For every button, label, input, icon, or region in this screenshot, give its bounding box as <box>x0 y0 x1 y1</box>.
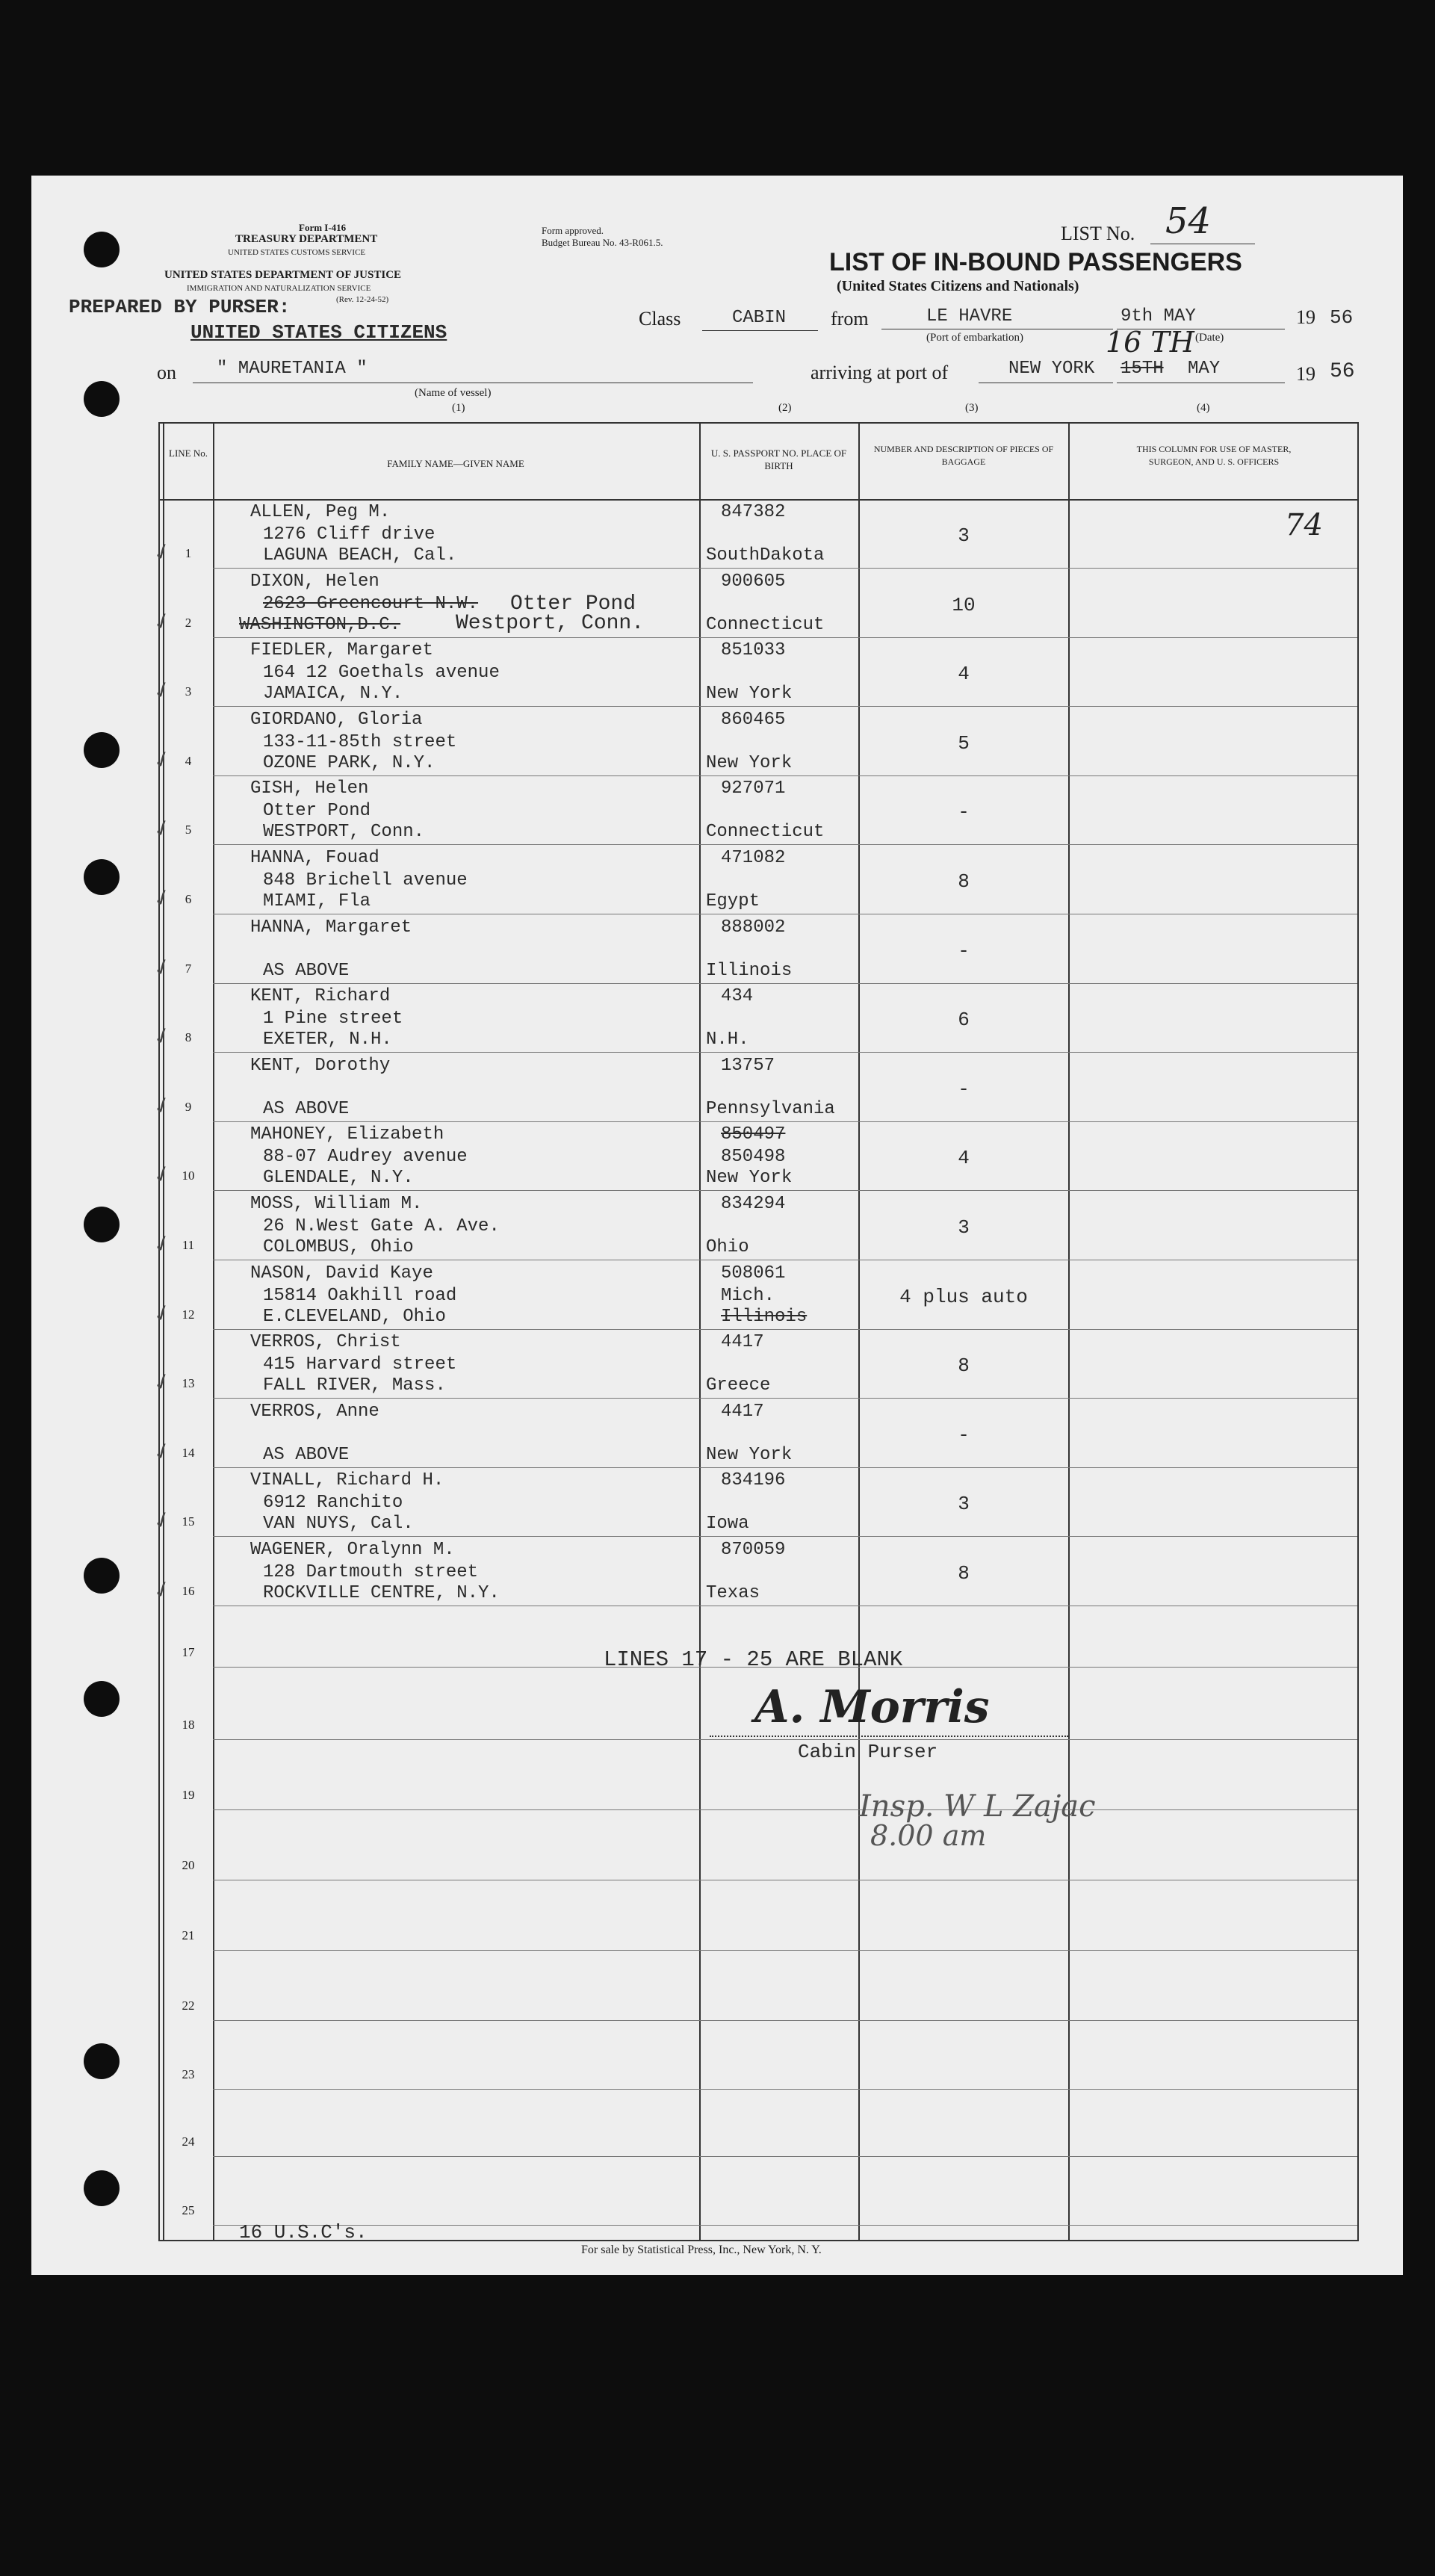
col-num-3: (3) <box>965 402 979 414</box>
manifest-page <box>31 176 1403 2275</box>
form-number: Form I-416 <box>299 222 347 233</box>
line-number: 16 <box>182 1584 195 1598</box>
table-border <box>699 422 701 2241</box>
baggage-count: 3 <box>958 1216 970 1239</box>
form-revision: (Rev. 12-24-52) <box>336 295 389 304</box>
place-of-birth-struck: Illinois <box>721 1306 808 1327</box>
check-mark: ✓ <box>149 1228 176 1260</box>
passport-number: 888002 <box>721 917 786 938</box>
baggage-count: 6 <box>958 1009 970 1032</box>
passenger-name: VINALL, Richard H. <box>250 1470 444 1491</box>
passenger-name: VERROS, Christ <box>250 1332 401 1353</box>
table-border <box>1357 422 1359 2241</box>
check-mark: ✓ <box>149 1021 176 1053</box>
passport-number: 508061 <box>721 1263 786 1284</box>
col-num-4: (4) <box>1197 402 1210 414</box>
line-number: 4 <box>185 753 192 768</box>
address-line-1: Otter Pond <box>510 592 636 616</box>
row-divider <box>213 1467 1357 1468</box>
customs-service: UNITED STATES CUSTOMS SERVICE <box>228 248 366 257</box>
prepared-by-purser: PREPARED BY PURSER: <box>69 296 291 318</box>
line-number: 18 <box>182 1718 195 1732</box>
address-line-1: 26 N.West Gate A. Ave. <box>263 1216 500 1236</box>
passenger-name: ALLEN, Peg M. <box>250 502 391 522</box>
binder-hole <box>84 381 120 417</box>
address-line-1: 1 Pine street <box>263 1009 403 1030</box>
row-divider <box>213 775 1357 776</box>
line-number: 5 <box>185 823 192 837</box>
line-number: 7 <box>185 961 192 976</box>
place-of-birth: New York <box>706 1168 793 1189</box>
binder-hole <box>84 1681 120 1717</box>
vessel-name: " MAURETANIA " <box>217 359 368 379</box>
row-divider <box>213 1739 1357 1740</box>
passenger-name: WAGENER, Oralynn M. <box>250 1540 455 1560</box>
form-approved: Form approved. <box>542 225 604 236</box>
row-divider <box>213 1398 1357 1399</box>
list-subtitle: (United States Citizens and Nationals) <box>837 278 1079 294</box>
col-num-2: (2) <box>778 402 792 414</box>
line-number: 6 <box>185 892 192 906</box>
passport-number: 834294 <box>721 1194 786 1214</box>
place-of-birth: Connecticut <box>706 822 825 843</box>
signature-line <box>710 1736 1068 1738</box>
passport-number: 4417 <box>721 1401 764 1422</box>
address-line-2: EXETER, N.H. <box>263 1030 392 1050</box>
arrive-date-struck: 15TH <box>1121 359 1164 379</box>
officer-note: 74 <box>1285 508 1323 542</box>
row-divider <box>213 1052 1357 1053</box>
place-of-birth: Iowa <box>706 1514 749 1535</box>
row-divider <box>213 2020 1357 2021</box>
line-number: 8 <box>185 1030 192 1045</box>
passport-number: 471082 <box>721 848 786 868</box>
check-mark: ✓ <box>149 675 176 707</box>
address-line-1: 164 12 Goethals avenue <box>263 663 500 684</box>
row-divider <box>213 1190 1357 1191</box>
check-mark: ✓ <box>149 952 176 983</box>
address-line-1: 848 Brichell avenue <box>263 870 468 891</box>
address-line-1: 133-11-85th street <box>263 731 457 752</box>
address-line-1: 128 Dartmouth street <box>263 1562 479 1582</box>
address-line-2: FALL RIVER, Mass. <box>263 1375 446 1396</box>
baggage-count: - <box>958 939 970 962</box>
check-mark: ✓ <box>149 606 176 637</box>
line-number: 21 <box>182 1928 195 1942</box>
from-label: from <box>831 308 869 329</box>
table-border <box>158 499 1359 501</box>
budget-bureau: Budget Bureau No. 43-R061.5. <box>542 237 663 248</box>
address-line-2: WESTPORT, Conn. <box>263 822 425 843</box>
address-line-1: 88-07 Audrey avenue <box>263 1147 468 1168</box>
line-number: 17 <box>182 1645 195 1659</box>
check-mark: ✓ <box>149 1298 176 1329</box>
place-of-birth: Connecticut <box>706 614 825 635</box>
passenger-name: MAHONEY, Elizabeth <box>250 1124 444 1145</box>
address-line-1: 1276 Cliff drive <box>263 524 436 545</box>
address-line-2: COLOMBUS, Ohio <box>263 1237 414 1257</box>
table-border <box>158 422 1359 424</box>
line-number: 9 <box>185 1099 192 1114</box>
on-label: on <box>157 362 176 383</box>
address-line-2: OZONE PARK, N.Y. <box>263 752 436 773</box>
year-prefix-1: 19 <box>1296 306 1315 328</box>
embark-date: 9th MAY <box>1121 306 1196 326</box>
address-line-2: ROCKVILLE CENTRE, N.Y. <box>263 1583 500 1603</box>
address-line-2: AS ABOVE <box>263 1098 350 1119</box>
passenger-name: KENT, Dorothy <box>250 1055 391 1076</box>
line-number: 25 <box>182 2203 195 2217</box>
class-value: CABIN <box>732 308 787 328</box>
line-number: 2 <box>185 615 192 630</box>
check-mark: ✓ <box>149 882 176 914</box>
row-divider <box>213 983 1357 984</box>
row-divider <box>213 844 1357 845</box>
check-mark: ✓ <box>149 1436 176 1468</box>
arriving-label: arriving at port of <box>811 362 949 383</box>
baggage-count: - <box>958 801 970 824</box>
address-line-2: VAN NUYS, Cal. <box>263 1514 414 1535</box>
passenger-total: 16 U.S.C's. <box>239 2221 368 2244</box>
address-struck: WASHINGTON,D.C. <box>239 614 401 635</box>
row-divider <box>213 1121 1357 1122</box>
table-border <box>213 422 214 2241</box>
place-of-birth: New York <box>706 1444 793 1465</box>
place-of-birth: New York <box>706 752 793 773</box>
header-baggage: NUMBER AND DESCRIPTION OF PIECES OF BAGGAGE <box>873 444 1054 467</box>
row-divider <box>213 1536 1357 1537</box>
immigration-service: IMMIGRATION AND NATURALIZATION SERVICE <box>187 284 371 293</box>
check-mark: ✓ <box>149 814 176 845</box>
address-line-1: 15814 Oakhill road <box>263 1285 457 1306</box>
baggage-count: 8 <box>958 1562 970 1585</box>
place-of-birth: N.H. <box>706 1030 749 1050</box>
check-mark: ✓ <box>149 1505 176 1537</box>
binder-hole <box>84 2043 120 2079</box>
line-number: 20 <box>182 1858 195 1872</box>
address-line-2: Westport, Conn. <box>456 611 645 635</box>
address-line-2: LAGUNA BEACH, Cal. <box>263 545 457 566</box>
address-line-1: 415 Harvard street <box>263 1354 457 1375</box>
year-2: 56 <box>1330 360 1355 383</box>
place-of-birth: Egypt <box>706 891 760 911</box>
address-struck: 2623 Greencourt N.W. <box>263 593 479 614</box>
inspector-time: 8.00 am <box>870 1819 987 1852</box>
line-number: 3 <box>185 684 192 699</box>
passport-number: 13757 <box>721 1055 775 1076</box>
baggage-count: 3 <box>958 524 970 547</box>
check-mark: ✓ <box>149 1090 176 1122</box>
baggage-count: 4 plus auto <box>899 1285 1028 1308</box>
passport-number: 900605 <box>721 571 786 592</box>
line-number: 14 <box>182 1445 195 1460</box>
row-divider <box>213 637 1357 638</box>
line-number: 15 <box>182 1514 195 1529</box>
baggage-count: 4 <box>958 1147 970 1170</box>
line-number: 19 <box>182 1788 195 1802</box>
passport-number: 860465 <box>721 709 786 730</box>
class-line <box>702 330 818 331</box>
line-number: 23 <box>182 2067 195 2081</box>
address-line-2: AS ABOVE <box>263 1444 350 1465</box>
header-name: FAMILY NAME—GIVEN NAME <box>387 458 524 469</box>
passport-number: 927071 <box>721 778 786 799</box>
year-1: 56 <box>1330 306 1354 329</box>
place-of-birth: Texas <box>706 1583 760 1603</box>
header-passport: U. S. PASSPORT NO. PLACE OF BIRTH <box>710 448 847 471</box>
baggage-count: 4 <box>958 663 970 686</box>
list-no-value: 54 <box>1165 200 1212 242</box>
embark-port: LE HAVRE <box>926 306 1013 326</box>
blank-lines-note: LINES 17 - 25 ARE BLANK <box>604 1647 903 1672</box>
passenger-name: DIXON, Helen <box>250 571 379 592</box>
baggage-count: 8 <box>958 1354 970 1378</box>
place-of-birth: SouthDakota <box>706 545 825 566</box>
baggage-count: 8 <box>958 870 970 893</box>
passenger-name: HANNA, Margaret <box>250 917 412 938</box>
us-citizens-label: UNITED STATES CITIZENS <box>190 321 447 344</box>
passport-struck: 850497 <box>721 1124 786 1145</box>
check-mark: ✓ <box>149 1159 176 1191</box>
passport-number: 4417 <box>721 1332 764 1353</box>
binder-hole <box>84 232 120 267</box>
treasury-dept: TREASURY DEPARTMENT <box>235 233 378 245</box>
table-border <box>858 422 860 2241</box>
check-mark: ✓ <box>149 1574 176 1606</box>
address-line-1: 6912 Ranchito <box>263 1493 403 1514</box>
purser-signature: A. Morris <box>754 1681 990 1733</box>
baggage-count: - <box>958 1423 970 1446</box>
list-no-label: LIST No. <box>1061 223 1135 244</box>
address-line-2: GLENDALE, N.Y. <box>263 1168 414 1189</box>
place-of-birth: New York <box>706 684 793 705</box>
list-title: LIST OF IN-BOUND PASSENGERS <box>829 248 1242 276</box>
place-of-birth: Pennsylvania <box>706 1098 835 1119</box>
row-divider <box>213 1329 1357 1330</box>
purser-title: Cabin Purser <box>798 1741 938 1763</box>
passenger-name: GISH, Helen <box>250 778 369 799</box>
header-officers: THIS COLUMN FOR USE OF MASTER, SURGEON, AND U. S. OFFICERS <box>1136 444 1292 467</box>
binder-hole <box>84 1558 120 1594</box>
passenger-name: HANNA, Fouad <box>250 848 379 868</box>
row-divider <box>213 2156 1357 2157</box>
line-number: 11 <box>182 1238 195 1252</box>
arrive-port: NEW YORK <box>1008 359 1095 379</box>
baggage-count: 3 <box>958 1493 970 1516</box>
line-number: 22 <box>182 1998 195 2013</box>
line-number: 1 <box>185 546 192 560</box>
passport-number: 870059 <box>721 1540 786 1560</box>
row-divider <box>213 2225 1357 2226</box>
row-divider <box>213 568 1357 569</box>
row-divider <box>213 1950 1357 1951</box>
date-caption: (Date) <box>1195 332 1224 344</box>
line-number: 24 <box>182 2134 195 2149</box>
place-of-birth: Illinois <box>706 960 793 981</box>
passport-number: 847382 <box>721 502 786 522</box>
passenger-name: NASON, David Kaye <box>250 1263 433 1284</box>
passenger-name: VERROS, Anne <box>250 1401 379 1422</box>
baggage-count: - <box>958 1077 970 1100</box>
printer-footer: For sale by Statistical Press, Inc., New York, N. Y. <box>581 2244 822 2256</box>
place-of-birth: Ohio <box>706 1237 749 1257</box>
col-num-1: (1) <box>452 402 465 414</box>
binder-hole <box>84 859 120 895</box>
binder-hole <box>84 2170 120 2206</box>
passport-number: 850498 <box>721 1147 786 1168</box>
check-mark: ✓ <box>149 744 176 776</box>
header-line-no: LINE No. <box>169 448 208 459</box>
passport-number: 434 <box>721 986 754 1007</box>
passenger-name: MOSS, William M. <box>250 1194 423 1214</box>
address-line-2: AS ABOVE <box>263 960 350 981</box>
embark-caption: (Port of embarkation) <box>926 332 1023 344</box>
class-label: Class <box>639 308 681 329</box>
place-of-birth: Greece <box>706 1375 771 1396</box>
check-mark: ✓ <box>149 536 176 569</box>
passport-number: 834196 <box>721 1470 786 1491</box>
inspector-stamp: Insp. W L Zajac <box>859 1789 1096 1824</box>
address-line-2: E.CLEVELAND, Ohio <box>263 1306 446 1327</box>
address-line-2: JAMAICA, N.Y. <box>263 684 403 705</box>
justice-dept: UNITED STATES DEPARTMENT OF JUSTICE <box>164 269 402 281</box>
arrive-month: MAY <box>1188 359 1221 379</box>
line-number: 10 <box>182 1168 195 1183</box>
baggage-count: 10 <box>952 593 976 616</box>
vessel-caption: (Name of vessel) <box>415 387 492 399</box>
check-mark: ✓ <box>149 1366 176 1399</box>
passport-number: 851033 <box>721 640 786 661</box>
passenger-name: GIORDANO, Gloria <box>250 709 423 730</box>
year-prefix-2: 19 <box>1296 363 1315 385</box>
baggage-count: 5 <box>958 731 970 755</box>
row-divider <box>213 2089 1357 2090</box>
arrive-date-corrected: 16 TH <box>1106 326 1194 359</box>
passenger-name: FIEDLER, Margaret <box>250 640 433 661</box>
line-number: 12 <box>182 1307 195 1322</box>
address-line-2: MIAMI, Fla <box>263 891 371 911</box>
row-divider <box>213 706 1357 707</box>
place-of-birth: Mich. <box>721 1285 775 1306</box>
binder-hole <box>84 1207 120 1242</box>
row-divider <box>213 1809 1357 1810</box>
passenger-name: KENT, Richard <box>250 986 391 1007</box>
table-border <box>1068 422 1070 2241</box>
address-line-1: Otter Pond <box>263 801 371 822</box>
binder-hole <box>84 732 120 768</box>
line-number: 13 <box>182 1376 195 1391</box>
